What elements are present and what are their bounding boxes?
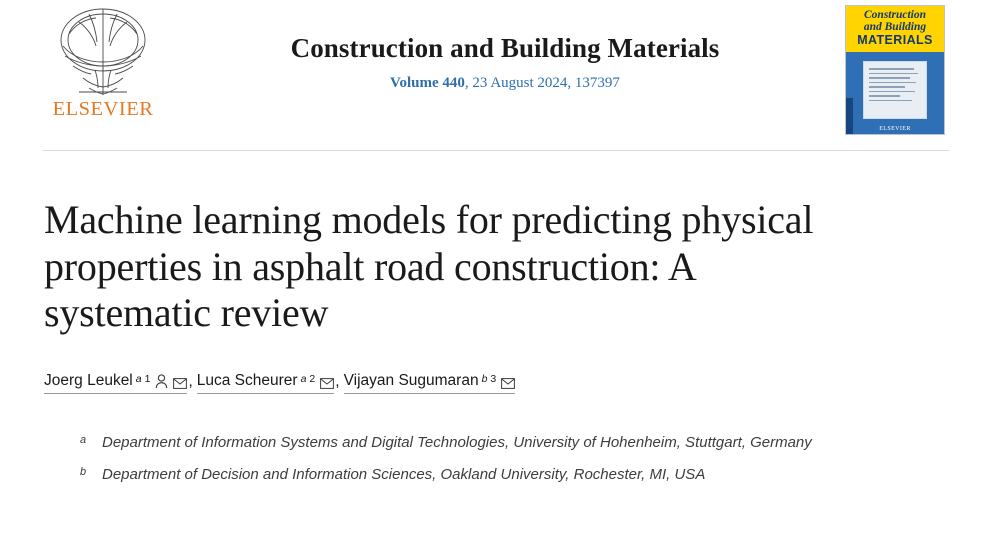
author-affiliation-mark: a <box>300 373 307 385</box>
author-item[interactable] <box>197 372 335 394</box>
affiliation-item <box>80 432 960 454</box>
email-icon[interactable] <box>320 378 334 389</box>
volume-rest: , 23 August 2024, 137397 <box>464 75 620 92</box>
author-separator: , <box>188 373 193 390</box>
affiliation-mark: b <box>80 465 87 478</box>
author-note-number[interactable]: 2 <box>309 373 316 385</box>
article-title: Machine learning models for predicting physical properties in asphalt road construction: A systematic review <box>44 196 814 336</box>
journal-title[interactable]: Construction and Building Materials <box>290 33 720 63</box>
email-icon[interactable] <box>173 378 187 389</box>
cover-text-lines <box>864 62 926 110</box>
affiliation-list <box>80 432 960 496</box>
author-affiliation-mark: b <box>481 373 488 385</box>
cover-line-2: and Building <box>863 21 927 34</box>
affiliation-text: Department of Decision and Information Sciences, Oakland University, Rochester, MI, USA <box>102 465 706 483</box>
cover-line-1: Construction <box>864 9 926 21</box>
cover-publisher: ELSEVIER <box>879 126 911 132</box>
elsevier-logo[interactable] <box>33 4 173 130</box>
affiliation-text: Department of Information Systems and Digital Technologies, University of Hohenheim, Stuttgart, Germany <box>102 434 812 451</box>
volume-link[interactable]: Volume 440 <box>390 75 465 92</box>
cover-inner-panel <box>863 61 927 119</box>
author-name[interactable]: Joerg Leukel <box>44 372 133 389</box>
author-name[interactable]: Vijayan Sugumaran <box>343 372 479 389</box>
journal-volume-line <box>190 75 820 92</box>
affiliation-mark: a <box>80 434 87 446</box>
author-affiliation-mark: a <box>135 373 142 385</box>
author-note-number[interactable]: 3 <box>490 373 497 385</box>
author-name[interactable]: Luca Scheurer <box>196 372 298 389</box>
elsevier-wordmark: ELSEVIER <box>52 98 154 120</box>
author-list <box>44 372 515 394</box>
elsevier-tree-icon <box>49 4 157 100</box>
cover-line-3: MATERIALS <box>857 33 933 48</box>
author-separator: , <box>335 373 340 390</box>
person-icon[interactable] <box>155 374 168 389</box>
header-divider <box>43 150 949 151</box>
email-icon[interactable] <box>501 378 515 389</box>
journal-cover-image[interactable] <box>845 5 945 135</box>
cover-masthead <box>846 6 944 52</box>
cover-body <box>846 52 944 134</box>
author-item[interactable] <box>44 372 187 394</box>
journal-info <box>190 32 820 92</box>
affiliation-item <box>80 464 960 486</box>
author-item[interactable] <box>344 372 516 394</box>
author-note-number[interactable]: 1 <box>144 373 151 385</box>
journal-header <box>0 0 992 143</box>
